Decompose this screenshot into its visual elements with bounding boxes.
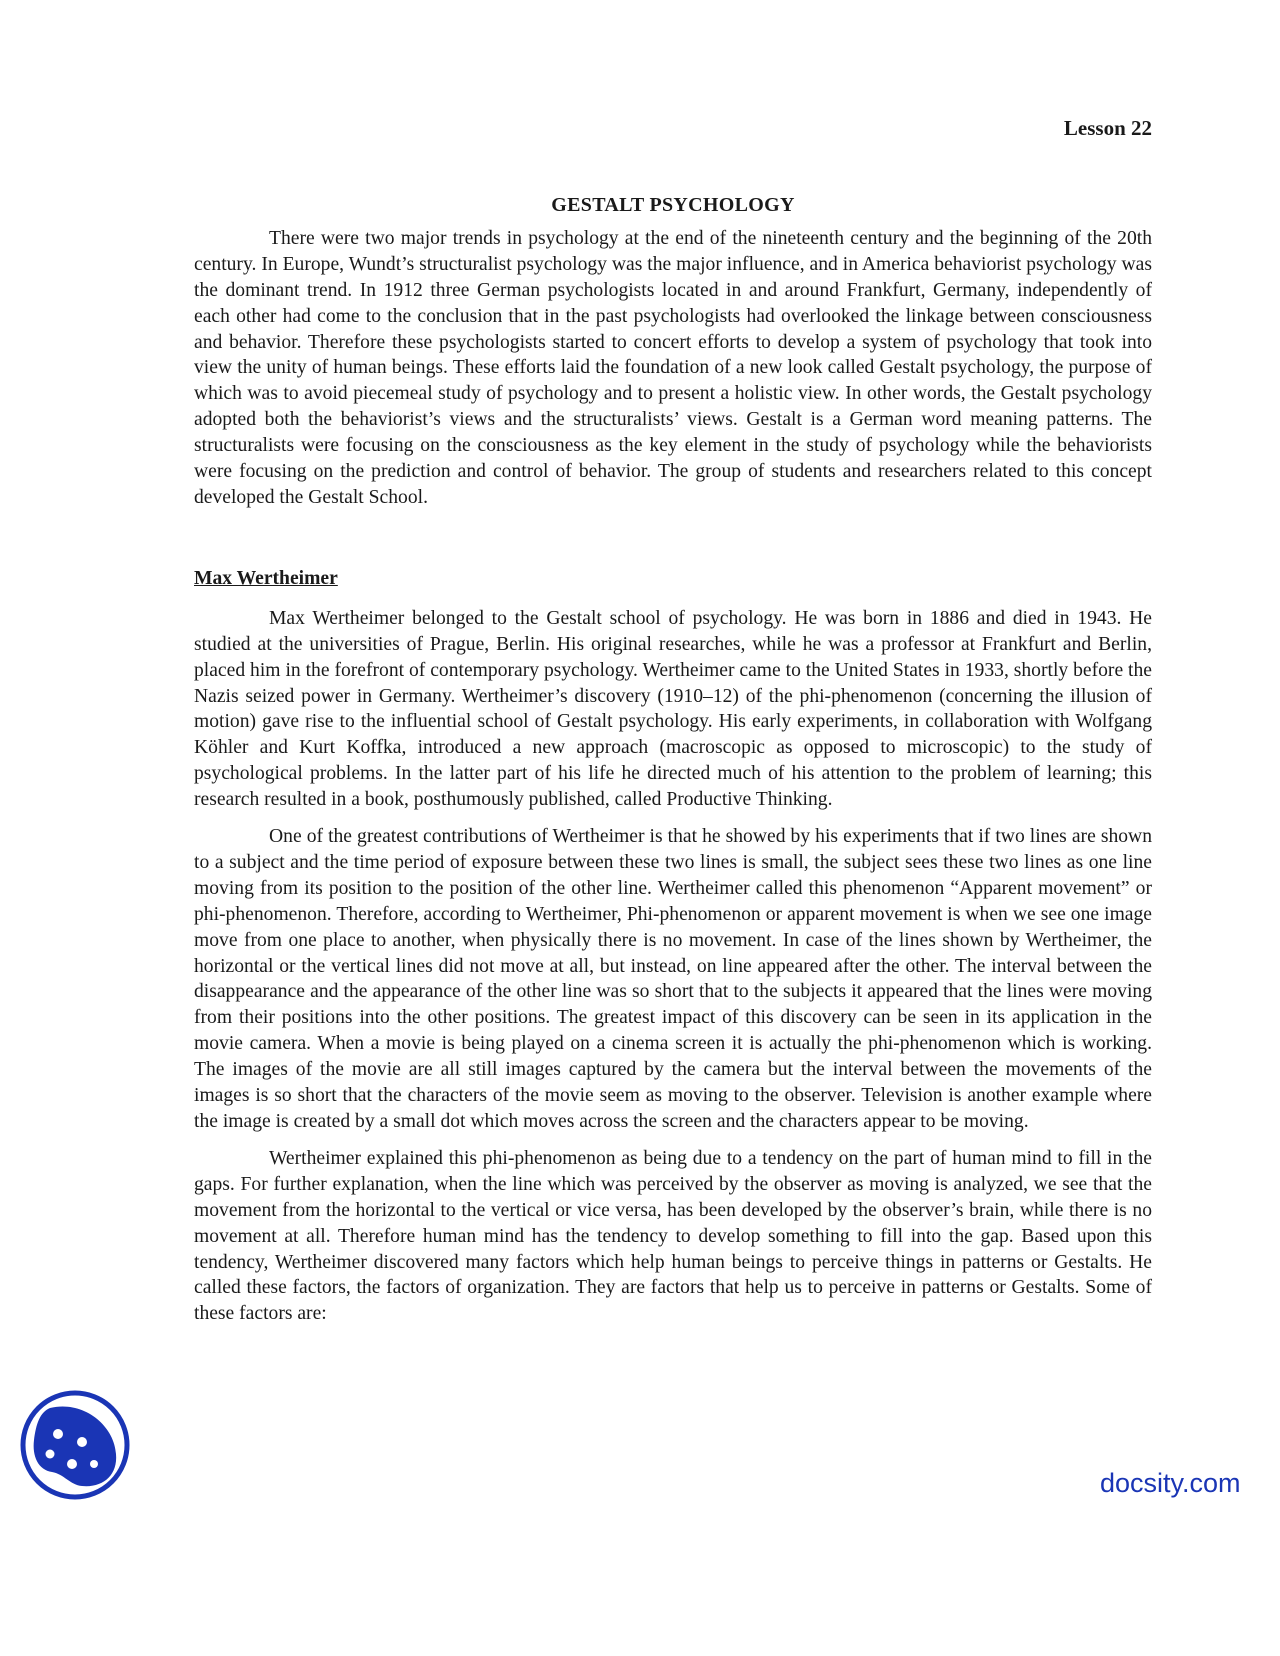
document-body xyxy=(194,193,1152,1327)
page-title: GESTALT PSYCHOLOGY xyxy=(551,194,795,216)
lesson-number: Lesson 22 xyxy=(1063,116,1152,140)
docsity-logo-icon[interactable] xyxy=(20,1390,130,1500)
section-heading-max-wertheimer: Max Wertheimer xyxy=(194,567,338,589)
docsity-logo-graphic xyxy=(20,1390,130,1500)
docsity-brand-link[interactable]: docsity.com xyxy=(1100,1468,1241,1498)
body-paragraph: Wertheimer explained this phi-phenomenon as being due to a tendency on the part of human mind to fill in the gaps. For further explanation, when the line which was perceived by the observer as moving is analyzed, we see that the movement from the horizontal to the vertical or vice versa, has been developed by the observer’s brain, while there is no movement at all. Therefore human mind has the tendency to develop something to fill into the gap. Based upon this tendency, Wertheimer discovered many factors which help human beings to perceive things in patterns or Gestalts. He called these factors, the factors of organization. They are factors that help us to perceive in patterns or Gestalts. Some of these factors are: xyxy=(194,1147,1152,1325)
body-paragraph: Max Wertheimer belonged to the Gestalt school of psychology. He was born in 1886 and died in 1943. He studied at the universities of Prague, Berlin. His original researches, while he was a professor at Frankfurt and Berlin, placed him in the forefront of contemporary psychology. Wertheimer came to the United States in 1933, shortly before the Nazis seized power in Germany. Wertheimer’s discovery (1910–12) of the phi-phenomenon (concerning the illusion of motion) gave rise to the influential school of Gestalt psychology. His early experiments, in collaboration with Wolfgang Köhler and Kurt Koffka, introduced a new approach (macroscopic as opposed to microscopic) to the study of psychological problems. In the latter part of his life he directed much of his attention to the problem of learning; this research resulted in a book, posthumously published, called Productive Thinking. xyxy=(194,607,1152,811)
body-paragraph: One of the greatest contributions of Wertheimer is that he showed by his experiments that if two lines are shown to a subject and the time period of exposure between these two lines is small, the subject sees these two lines as one line moving from its position to the position of the other line. Wertheimer called this phenomenon “Apparent movement” or phi-phenomenon. Therefore, according to Wertheimer, Phi-phenomenon or apparent movement is when we see one image move from one place to another, when physically there is no movement. In case of the lines shown by Wertheimer, the horizontal or the vertical lines did not move at all, but instead, on line appeared after the other. The interval between the disappearance and the appearance of the other line was so short that to the subjects it appeared that the lines were moving from their positions into the other positions. The greatest impact of this discovery can be seen in its application in the movie camera. When a movie is being played on a cinema screen it is actually the phi-phenomenon which is working. The images of the movie are all still images captured by the camera but the interval between the movements of the images is so short that the characters of the movie seem as moving to the observer. Television is another example where the image is created by a small dot which moves across the screen and the characters appear to be moving. xyxy=(194,826,1152,1132)
intro-paragraph: There were two major trends in psychology at the end of the nineteenth century and the beginning of the 20th century. In Europe, Wundt’s structuralist psychology was the major influence, and in America behaviorist psychology was the dominant trend. In 1912 three German psychologists located in and around Frankfurt, Germany, independently of each other had come to the conclusion that in the past psychologists had overlooked the linkage between consciousness and behavior. Therefore these psychologists started to concert efforts to develop a system of psychology that took into view the unity of human beings. These efforts laid the foundation of a new look called Gestalt psychology, the purpose of which was to avoid piecemeal study of psychology and to present a holistic view. In other words, the Gestalt psychology adopted both the behaviorist’s views and the structuralists’ views. Gestalt is a German word meaning patterns. The structuralists were focusing on the consciousness as the key element in the study of psychology while the behaviorists were focusing on the prediction and control of behavior. The group of students and researchers related to this concept developed the Gestalt School. xyxy=(194,227,1152,508)
